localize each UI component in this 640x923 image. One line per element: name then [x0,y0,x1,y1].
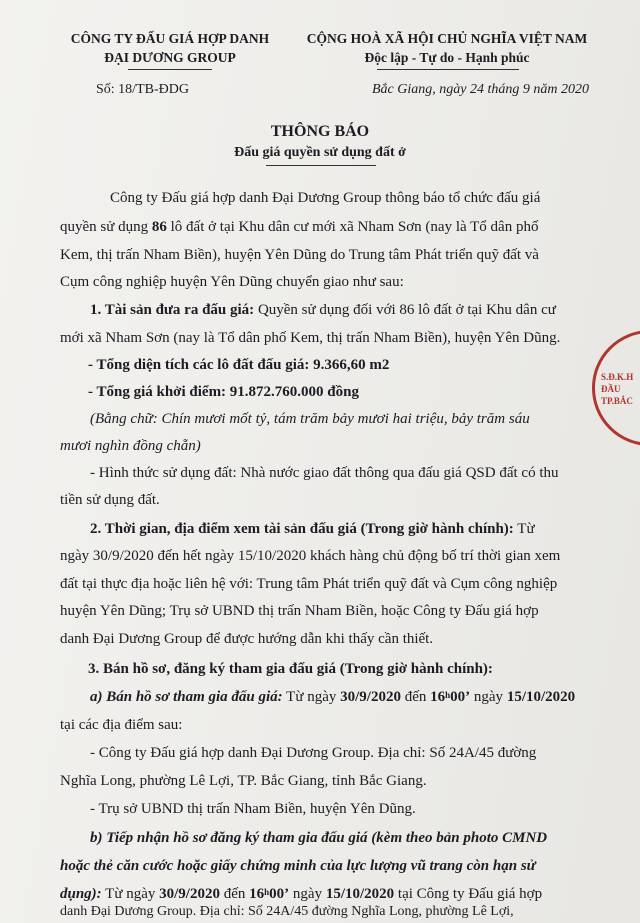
land-use-line-2: tiền sử dụng đất. [60,492,160,508]
section-3b-line-4: danh Đại Dương Group. Địa chỉ: Số 24A/45 đường Nghĩa Long, phường Lê Lợi, [60,904,514,919]
section-3a-line-2: tại các địa điểm sau: [60,717,183,733]
section-3a-label: a) Bán hồ sơ tham gia đấu giá: [90,689,283,705]
section-3a-line-1 [90,688,575,706]
subtitle-underline [266,165,376,166]
section-3b-line-2: hoặc thẻ căn cước hoặc giấy chứng minh của lực lượng vũ trang còn hạn sử [60,858,536,874]
section-1-line-1 [90,301,556,319]
section-2-line-2: ngày 30/9/2020 đến hết ngày 15/10/2020 khách hàng chủ động bố trí thời gian xem [60,548,561,564]
section-3b-line-1: b) Tiếp nhận hồ sơ đăng ký tham gia đấu giá (kèm theo bản photo CMND [90,830,548,846]
intro-line-4: Cụm công nghiệp huyện Yên Dũng chuyển giao như sau: [60,274,404,290]
intro-text: quyền sử dụng [60,219,152,235]
document-number: Số: 18/TB-ĐDG [96,82,189,97]
section-3a-text: ngày [470,689,507,705]
price-in-words-2: mươi nghìn đồng chẵn) [60,438,201,454]
price-in-words-1: (Bằng chữ: Chín mươi mốt tỷ, tám trăm bảy mươi hai triệu, bảy trăm sáu [90,411,530,427]
section-2-text: Từ [513,521,535,537]
total-area: - Tổng diện tích các lô đất đấu giá: 9.366,60 m2 [88,357,390,373]
nation-motto: Độc lập - Tự do - Hạnh phúc [364,50,530,65]
starting-price: - Tổng giá khởi điểm: 91.872.760.000 đồng [88,384,359,400]
intro-line-2 [60,218,538,236]
location-2: - Trụ sở UBND thị trấn Nham Biền, huyện Yên Dũng. [90,801,416,817]
section-2-heading: 2. Thời gian, địa điểm xem tài sản đấu giá (Trong giờ hành chính): [90,521,514,537]
intro-line-3: Kem, thị trấn Nham Biền), huyện Yên Dũng do Trung tâm Phát triển quỹ đất và [60,247,539,263]
hour-mark: h [264,887,270,897]
section-2-line-3: đất tại thực địa hoặc liên hệ với: Trung tâm Phát triển quỹ đất và Cụm công nghiệp [60,576,558,592]
section-3b-text: Từ ngày [101,886,160,902]
section-3b-label-end: dụng): [60,886,102,902]
minute-value: 00’ [450,689,471,705]
section-1-text: Quyền sử dụng đối với 86 lô đất ở tại Khu dân cư [254,302,556,318]
land-use-line-1: - Hình thức sử dụng đất: Nhà nước giao đất thông qua đấu giá QSD đất có thu [90,465,559,481]
hour-mark: h [445,690,451,700]
section-3-heading: 3. Bán hồ sơ, đăng ký tham gia đấu giá (Trong giờ hành chính): [88,661,493,677]
nation-title: CỘNG HOÀ XÃ HỘI CHỦ NGHĨA VIỆT NAM [306,31,588,46]
company-underline [128,69,212,70]
start-date: 30/9/2020 [340,689,401,705]
section-3a-text: Từ ngày [282,689,341,705]
stamp-text: S.Đ.K.H [601,372,634,382]
section-2-line-1 [90,520,535,538]
section-3b-text: tại Công ty Đấu giá hợp [394,886,543,902]
deadline-hour [249,886,289,902]
start-date: 30/9/2020 [159,886,220,902]
intro-text: lô đất ở tại Khu dân cư mới xã Nham Sơn (nay là Tổ dân phố [166,219,539,235]
company-name-line1: CÔNG TY ĐẤU GIÁ HỢP DANH [70,31,270,46]
section-1-heading: 1. Tài sản đưa ra đấu giá: [90,302,255,318]
section-3b-text: ngày [289,886,326,902]
notice-subtitle: Đấu giá quyền sử dụng đất ở [234,145,406,160]
place-date: Bắc Giang, ngày 24 tháng 9 năm 2020 [372,82,589,97]
section-3a-text: đến [400,689,431,705]
end-date: 15/10/2020 [325,886,395,902]
intro-line-1: Công ty Đấu giá hợp danh Đại Dương Group thông báo tổ chức đấu giá [110,190,541,206]
deadline-hour [430,689,470,705]
notice-title: THÔNG BÁO [270,123,370,140]
hour-value: 16 [430,689,446,705]
motto-underline [377,69,519,70]
stamp-text: TP.BẮC [601,396,633,406]
minute-value: 00’ [269,886,290,902]
section-2-line-5: danh Đại Dương Group để được hướng dẫn khi thấy cần thiết. [60,631,434,647]
end-date: 15/10/2020 [506,689,576,705]
hour-value: 16 [249,886,265,902]
lot-count: 86 [151,219,167,235]
section-3b-text: đến [219,886,250,902]
location-1-line-1: - Công ty Đấu giá hợp danh Đại Dương Group. Địa chỉ: Số 24A/45 đường [90,745,537,761]
section-1-line-2: mới xã Nham Sơn (nay là Tổ dân phố Kem, thị trấn Nham Biền), huyện Yên Dũng. [60,330,561,346]
company-name-line2: ĐẠI DƯƠNG GROUP [104,50,236,65]
section-3b-line-3 [60,885,542,903]
section-2-line-4: huyện Yên Dũng; Trụ sở UBND thị trấn Nham Biền, hoặc Công ty Đấu giá hợp [60,603,539,619]
location-1-line-2: Nghĩa Long, phường Lê Lợi, TP. Bắc Giang, tỉnh Bắc Giang. [60,773,427,789]
stamp-text: ĐẦU [601,384,621,394]
